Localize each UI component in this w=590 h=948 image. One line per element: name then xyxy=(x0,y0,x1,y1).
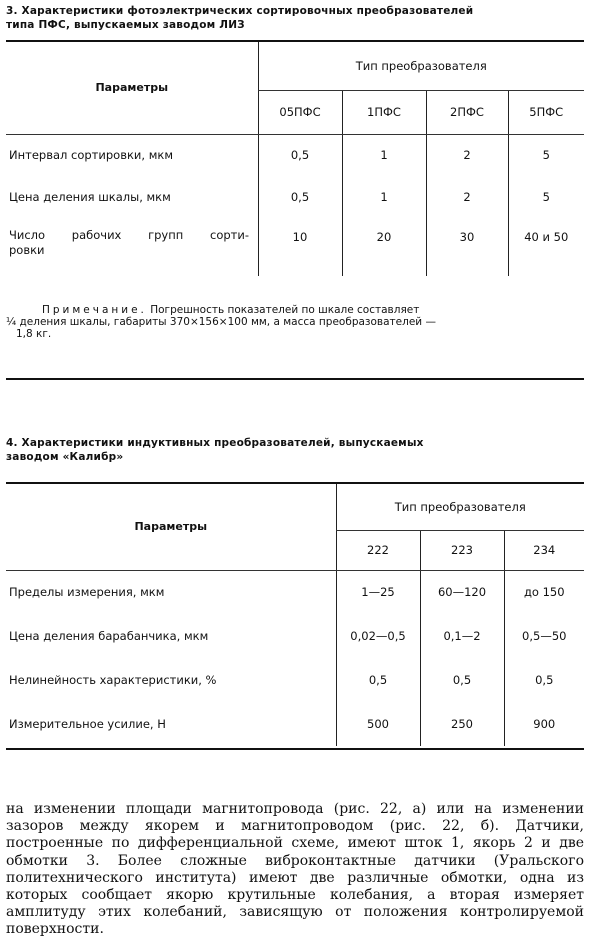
table-cell: 40 и 50 xyxy=(508,218,584,276)
table3 xyxy=(6,42,584,276)
table-cell: 1 xyxy=(342,176,426,218)
body-paragraph: на изменении площади магнитопровода (рис. 22, а) или на изменении зазоров между якорем и магнитопроводом (рис. 22, б). Датчики, построенные по дифференциальной схеме, имеют шток 1, якорь 2 и две обмотки 3. Более сложные виброконтактные датчики (Уральского политехнического института) имеют две различные обмотки, одна из которых сообщает якорю крутильные колебания, а вторая измеряет амплитуду этих колебаний, зависящую от положения контролируемой поверхности. xyxy=(6,801,584,938)
note-heading: Примечание. xyxy=(42,304,147,316)
table-row xyxy=(6,218,584,276)
table-row xyxy=(6,176,584,218)
table-cell: 250 xyxy=(420,702,504,746)
note-line2: ¼ деления шкалы, габариты 370×156×100 мм, а масса преобразователей — xyxy=(6,316,436,328)
table-cell: до 150 xyxy=(504,570,584,614)
table3-param-header: Параметры xyxy=(6,42,258,134)
table4-type-header: Тип преобразователя xyxy=(336,484,584,530)
table-cell: 60—120 xyxy=(420,570,504,614)
table4-row-label: Цена деления барабанчика, мкм xyxy=(9,628,209,643)
table3-note xyxy=(6,304,584,340)
table-cell: 20 xyxy=(342,218,426,276)
table-cell: 0,5 xyxy=(420,658,504,702)
table4-row-label: Нелинейность характеристики, % xyxy=(9,672,217,687)
table-cell: 1 xyxy=(342,134,426,176)
table4-type-234: 234 xyxy=(504,530,584,570)
table4-row-label: Измерительное усилие, Н xyxy=(9,716,166,731)
table4-bottom-rule xyxy=(6,748,584,750)
table-cell: 0,5—50 xyxy=(504,614,584,658)
table-row xyxy=(6,658,584,702)
table4-caption-line2: заводом «Калибр» xyxy=(6,451,124,463)
note-line3: 1,8 кг. xyxy=(16,328,52,340)
table3-row-label xyxy=(6,218,258,276)
table-row xyxy=(6,570,584,614)
table3-type-5pfs: 5ПФС xyxy=(508,90,584,134)
table-cell: 0,5 xyxy=(258,134,342,176)
table-row xyxy=(6,134,584,176)
table4-param-header: Параметры xyxy=(6,484,336,570)
table-cell: 0,5 xyxy=(504,658,584,702)
table3-caption-line1: 3. Характеристики фотоэлектрических сортировочных преобразователей xyxy=(6,5,474,17)
table-cell: 1—25 xyxy=(336,570,420,614)
table-cell: 0,1—2 xyxy=(420,614,504,658)
section-divider xyxy=(6,378,584,380)
table3-type-2pfs: 2ПФС xyxy=(426,90,508,134)
table4-type-223: 223 xyxy=(420,530,504,570)
table3-row-label: Интервал сортировки, мкм xyxy=(9,147,173,162)
table-cell: 5 xyxy=(508,176,584,218)
table3-type-1pfs: 1ПФС xyxy=(342,90,426,134)
table3-caption xyxy=(6,4,582,32)
table3-type-05pfs: 05ПФС xyxy=(258,90,342,134)
table-cell: 0,02—0,5 xyxy=(336,614,420,658)
table3-row-label: Цена деления шкалы, мкм xyxy=(9,189,171,204)
table4-type-222: 222 xyxy=(336,530,420,570)
table-cell: 2 xyxy=(426,134,508,176)
table4-caption-line1: 4. Характеристики индуктивных преобразователей, выпускаемых xyxy=(6,437,424,449)
table4-caption xyxy=(6,436,582,464)
table-row xyxy=(6,702,584,746)
table3-row-label-line1: Число рабочих групп сорти- xyxy=(9,228,249,242)
table-cell: 0,5 xyxy=(258,176,342,218)
table-cell: 500 xyxy=(336,702,420,746)
table-cell: 0,5 xyxy=(336,658,420,702)
note-line1: Погрешность показателей по шкале составляет xyxy=(150,304,420,316)
table-cell: 2 xyxy=(426,176,508,218)
table4-row-label: Пределы измерения, мкм xyxy=(9,584,165,599)
table-cell: 900 xyxy=(504,702,584,746)
table3-row-label-line2: ровки xyxy=(9,243,45,257)
table-cell: 10 xyxy=(258,218,342,276)
table-row xyxy=(6,614,584,658)
table3-type-header: Тип преобразователя xyxy=(258,42,584,90)
table-cell: 5 xyxy=(508,134,584,176)
table4 xyxy=(6,484,584,746)
table3-caption-line2: типа ПФС, выпускаемых заводом ЛИЗ xyxy=(6,19,245,31)
table-cell: 30 xyxy=(426,218,508,276)
